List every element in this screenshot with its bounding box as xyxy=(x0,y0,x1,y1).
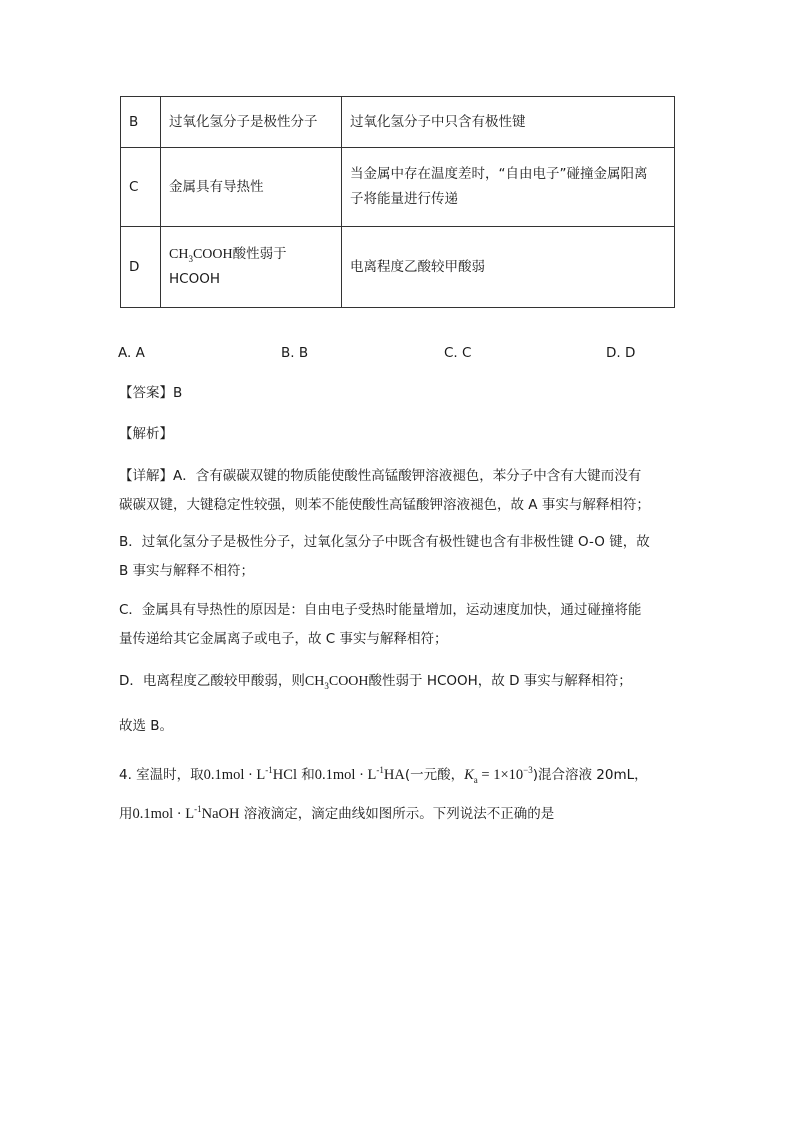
choice-d: D. D xyxy=(606,345,636,361)
fact-text: 酸性弱于 xyxy=(232,245,287,262)
table-row xyxy=(121,97,675,148)
fact-cell xyxy=(161,227,342,308)
table-row xyxy=(121,148,675,227)
question-line: 用$0.1mol \cdot L^{-1}NaOH$ 溶液滴定，滴定曲线如图所示。下列说法不正确的是 xyxy=(119,803,555,822)
answer-choices xyxy=(118,345,678,365)
fact-cell: 过氧化氢分子是极性分子 xyxy=(161,97,342,148)
detail-label: 【详解】 xyxy=(119,468,173,484)
conclusion: 故选 B。 xyxy=(119,718,174,734)
choice-b: B. B xyxy=(281,345,309,361)
choice-c: C. C xyxy=(444,345,472,361)
answer-line xyxy=(119,379,679,408)
option-cell: B xyxy=(121,97,161,148)
option-cell: D xyxy=(121,227,161,308)
detail-line: 量传递给其它金属离子或电子，故 C 事实与解释相符； xyxy=(119,631,448,647)
detail-line: B．过氧化氢分子是极性分子，过氧化氢分子中既含有极性键也含有非极性键 O-O 键，故 xyxy=(119,534,650,550)
option-cell: C xyxy=(121,148,161,227)
choice-a: A. A xyxy=(118,345,145,361)
question-line: 4. 室温时，取$0.1mol \cdot L^{-1}HCl$ 和$0.1mol \cdot L^{-1}HA$(一元酸，$K_a = 1\times 10^{-3}$)混合溶液 20mL， xyxy=(119,765,648,785)
detail-a xyxy=(119,462,679,520)
detail-d: D．电离程度乙酸较甲酸弱，则$CH_3COOH$酸性弱于 HCOOH，故 D 事实与解释相符； xyxy=(119,673,632,691)
fact-line: HCOOH xyxy=(169,271,220,288)
fact-explanation-table xyxy=(120,96,675,308)
explanation-cell: 过氧化氢分子中只含有极性键 xyxy=(342,97,675,148)
fact-cell: 金属具有导热性 xyxy=(161,148,342,227)
analysis-label: 【解析】 xyxy=(119,426,173,442)
table-row xyxy=(121,227,675,308)
question-4 xyxy=(119,756,699,829)
answer-label: 【答案】 xyxy=(119,385,173,401)
acetic-acid-formula: $CH_3COOH$ xyxy=(169,246,233,264)
explanation-cell xyxy=(342,148,675,227)
answer-value: B xyxy=(173,385,183,401)
detail-line: C．金属具有导热性的原因是：自由电子受热时能量增加，运动速度加快，通过碰撞将能 xyxy=(119,602,642,618)
detail-c xyxy=(119,596,679,654)
detail-line: B 事实与解释不相符； xyxy=(119,563,255,579)
detail-line: 碳碳双键，大键稳定性较强，则苯不能使酸性高锰酸钾溶液褪色，故 A 事实与解释相符； xyxy=(119,497,650,513)
detail-line: 【详解】A．含有碳碳双键的物质能使酸性高锰酸钾溶液褪色，苯分子中含有大键而没有 xyxy=(119,468,642,484)
explanation-line: 子将能量进行传递 xyxy=(350,191,458,207)
detail-b xyxy=(119,528,679,586)
fact-line xyxy=(169,242,333,268)
acetic-acid-formula: $CH_3COOH$ xyxy=(304,674,369,691)
explanation-line: 当金属中存在温度差时，“自由电子”碰撞金属阳离 xyxy=(350,166,648,183)
explanation-cell: 电离程度乙酸较甲酸弱 xyxy=(342,227,675,308)
